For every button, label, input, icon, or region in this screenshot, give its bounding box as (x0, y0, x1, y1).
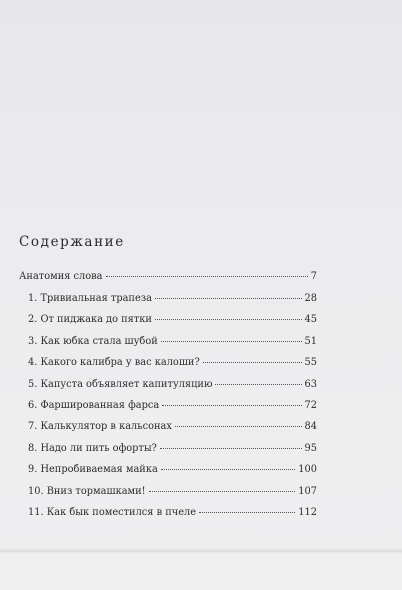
toc-leader-dots (175, 426, 302, 427)
toc-leader-dots (160, 448, 302, 449)
toc-leader-dots (106, 276, 308, 277)
toc-entry-title: 3. Как юбка стала шубой (28, 335, 158, 347)
toc-entry (19, 416, 317, 437)
toc-entry-title: 7. Калькулятор в кальсонах (28, 421, 172, 433)
toc-entry-page: 63 (304, 378, 317, 390)
toc-entry-page: 100 (298, 464, 317, 476)
toc-entry-page: 55 (304, 357, 317, 369)
toc-entry-page: 51 (304, 335, 317, 347)
toc-leader-dots (155, 319, 302, 320)
toc-leader-dots (149, 491, 296, 492)
toc-entry-title: 6. Фаршированная фарса (28, 399, 160, 411)
toc-leader-dots (199, 512, 295, 513)
toc-entry (19, 481, 317, 502)
toc-entry-page: 7 (310, 271, 317, 282)
toc-leader-dots (161, 341, 302, 342)
toc-entry-page: 28 (304, 293, 317, 304)
toc-leader-dots (203, 362, 302, 363)
toc-entry (19, 374, 317, 395)
toc-entry-title: 8. Надо ли пить офорты? (28, 442, 157, 454)
toc-entry-page: 84 (304, 421, 317, 433)
toc-entry-title: 5. Капуста объявляет капитуляцию (28, 378, 213, 390)
toc-leader-dots (215, 384, 301, 385)
toc-entry-title: 9. Непробиваемая майка (28, 464, 158, 476)
toc-entry (19, 395, 317, 416)
toc-entry (19, 309, 317, 330)
toc-entry-title: 2. От пиджака до пятки (28, 314, 152, 326)
toc-entry-title: 1. Тривиальная трапеза (28, 293, 152, 304)
toc-leader-dots (161, 469, 296, 470)
toc-entry (19, 352, 317, 373)
page-shadow (0, 548, 402, 554)
toc-entry (19, 266, 317, 288)
toc-entry (19, 331, 317, 352)
toc-entry-page: 95 (304, 442, 317, 454)
toc-entry-page: 112 (298, 506, 317, 518)
toc-entry (19, 502, 317, 523)
toc-entry-page: 45 (304, 314, 317, 326)
toc-leader-dots (155, 298, 302, 299)
toc-entry (19, 459, 317, 480)
toc-entry-page: 107 (298, 485, 317, 497)
toc-entry-page: 72 (304, 399, 317, 411)
toc-entry-title: 10. Вниз тормашками! (28, 485, 146, 497)
toc-entry-title: Анатомия слова (19, 271, 103, 282)
toc-leader-dots (162, 405, 301, 406)
toc-entry (19, 438, 317, 459)
toc-entry-title: 11. Как бык поместился в пчеле (28, 506, 197, 518)
toc-entry-title: 4. Какого калибра у вас калоши? (28, 357, 200, 369)
toc-entry (19, 288, 317, 309)
contents-heading: Содержание (19, 234, 125, 250)
table-of-contents (19, 266, 317, 523)
